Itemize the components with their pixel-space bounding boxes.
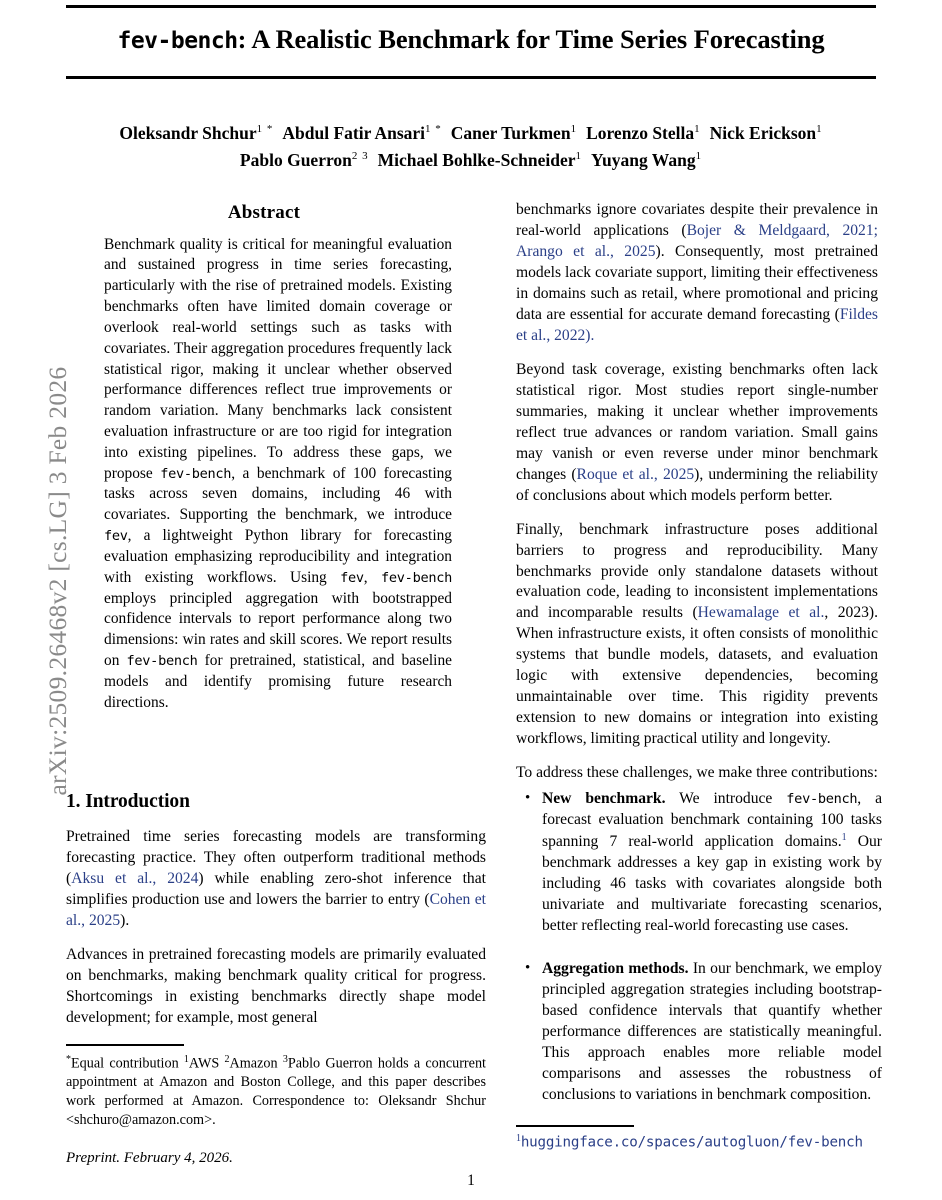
bullet-part: In our benchmark, we employ principled aggregation strategies including bootstrap-based confidence intervals that quantify whether performance differences are statistically meaningful. This approach enables more reliable model comparisons and assesses the robustness of conclusions to variations in benchmark composition. [542,959,882,1103]
paragraph-part: , 2021; [826,221,878,239]
footnote-marker-star: * [66,1053,71,1065]
introduction-paragraph-1 [66,827,486,932]
footnote-url-text: huggingface.co/spaces/autogluon/fev-bench [520,1134,863,1151]
abstract-text-part: , [363,568,382,586]
footnote-divider [66,1044,184,1046]
author-affiliation-marker: 1 * [256,123,274,136]
introduction-section [66,789,486,1029]
footnote-block-left [66,1044,486,1167]
author-line-1 [66,120,876,147]
citation-link[interactable]: Arango et al., 2025 [516,242,656,260]
contributions-list [516,789,882,1128]
author-name: Oleksandr Shchur [119,123,257,143]
right-paragraph-1 [516,200,878,347]
abstract-text [104,235,452,714]
inline-code-fev-bench: fev-bench [126,653,198,670]
abstract-text-part: , a lightweight Python library for forecasting evaluation emphasizing reproducibility and integration with existing workflows. Using [104,527,452,586]
list-item [542,959,882,1106]
author-list [66,120,876,173]
abstract-text-part: , a benchmark of 100 forecasting tasks across seven domains, including 46 with covariates. Supporting the benchmark, we introduce [104,464,452,524]
bullet-title: New benchmark. [542,790,666,807]
paragraph-part: ) while enabling zero-shot inference that simplifies production use and lowers the barrier to entry ( [66,870,486,909]
paragraph-part: , 2023). When infrastructure exists, it often consists of monolithic systems that bundle models, datasets, and evaluation logic with extensive dependencies, becoming unmaintainable over time. This rigidity prevents extension to new domains or integration into existing workflows, limiting practical utility and longevity. [516,604,879,748]
inline-code-fev-bench: fev-bench [786,791,858,807]
header-rule-under-title [66,76,876,79]
arxiv-stamp: arXiv:2509.26468v2 [cs.LG] 3 Feb 2026 [43,366,72,796]
footnote-part: Equal contribution [71,1055,184,1072]
preprint-notice: Preprint. February 4, 2026. [66,1149,233,1166]
paragraph-part: Pretrained time series forecasting models are transforming forecasting practice. They often outperform traditional methods ( [66,828,486,888]
footnote-marker-1[interactable]: 1 [841,831,847,843]
paragraph-part: ), undermining the reliability of conclusions about which models perform better. [516,465,878,504]
bullet-part: Our benchmark addresses a key gap in existing work by including 46 tasks with covariates alongside both univariate and multivariate forecasting scenarios, better reflecting real-world forecasting use cases. [542,833,882,934]
footnote-marker-2: 2 [224,1053,230,1065]
footnote-part: AWS [188,1055,225,1072]
abstract-heading: Abstract [227,202,301,223]
bullet-part: We introduce [665,790,787,807]
title-rest: : A Realistic Benchmark for Time Series Forecasting [237,24,825,54]
footnote-part: Pablo Guerron holds a concurrent appointment at Amazon and Boston College, and this paper describes work performed at Amazon. Correspondence to: Oleksandr Shchur <shchuro@amazon.com>. [66,1055,486,1128]
author-name: Michael Bohlke-Schneider [377,149,576,170]
inline-code-fev-bench: fev-bench [381,569,452,586]
abstract-section [66,200,462,714]
inline-code-fev: fev [340,569,364,586]
right-paragraph-2 [516,360,878,507]
author-affiliation-marker: 1 [695,149,703,162]
page-title [66,24,876,54]
citation-link[interactable]: Aksu et al., 2024 [71,870,199,888]
footnote-text [66,1053,486,1130]
paragraph-part: benchmarks ignore covariates despite their prevalence in real-world applications ( [516,201,878,239]
paragraph-part: ). [120,912,130,930]
footnote-marker-1: 1 [516,1132,521,1144]
paragraph-part: ). Consequently, most pretrained models lack covariate support, limiting their effectiveness in domains such as retail, where promotional and pricing data are essential for accurate demand forecasting ( [516,242,879,323]
title-mono-prefix: fev-bench [117,28,238,54]
bullet-title: Aggregation methods. [542,959,689,977]
paragraph-part: Finally, benchmark infrastructure poses additional barriers to progress and reproducibility. Many benchmarks provide only standalone datasets without evaluation code, leading to inconsistent implementations and incomparable results ( [516,520,878,622]
citation-link[interactable]: Roque et al., [576,465,658,483]
footnote-url[interactable] [516,1133,896,1151]
citation-link[interactable]: 2025 [662,465,695,483]
abstract-text-part: Benchmark quality is critical for meaningful evaluation and sustained progress in time series forecasting, particularly with the rise of pretrained models. Existing benchmarks often have limited domain coverage or overlook real-world settings such as tasks with covariates. Their aggregation procedures frequently lack statistical rigor, making it unclear whether observed performance differences reflect true improvements or random variation. Many benchmarks lack consistent evaluation infrastructure or are too rigid for integration into existing pipelines. To address these gaps, we propose [104,235,452,482]
author-name: Yuyang Wang [591,149,696,170]
right-paragraph-3 [516,520,878,751]
footnote-marker-3: 3 [282,1053,288,1065]
bullet-part: , a forecast evaluation benchmark containing 100 tasks spanning 7 real-world application domains. [542,790,883,851]
author-affiliation-marker: 1 [575,149,582,162]
author-affiliation-marker: 1 [816,123,823,136]
inline-code-fev: fev [104,528,128,545]
right-paragraph-4: To address these challenges, we make three contributions: [516,764,878,782]
right-column-body [516,200,878,784]
footnote-marker-1: 1 [183,1053,189,1065]
header-rule-top [66,5,876,8]
author-affiliation-marker: 1 [694,123,701,136]
introduction-paragraph-2: Advances in pretrained forecasting models are primarily evaluated on benchmarks, making benchmark quality critical for progress. Shortcomings in existing benchmarks directly shape model development; for example, most general [66,946,486,1026]
author-affiliation-marker: 1 [570,123,578,136]
footnote-part: Amazon [229,1055,283,1072]
page-number: 1 [467,1172,475,1189]
author-affiliation-marker: 2 3 [351,149,369,162]
author-name: Nick Erickson [709,123,817,143]
paragraph-part: Beyond task coverage, existing benchmarks often lack statistical rigor. Most studies report single-number summaries, making it unclear whether improvements reflect true advances or random variation. Small gains may vanish or even reverse under minor benchmark changes ( [516,360,878,483]
author-line-2 [66,147,876,174]
section-heading-introduction: 1. Introduction [66,791,190,812]
citation-link[interactable]: Fildes et al. [516,305,878,344]
citation-link[interactable]: Bojer & Meldgaard [686,221,827,239]
footnote-divider [516,1125,634,1127]
inline-code-fev-bench: fev-bench [160,465,232,482]
author-name: Pablo Guerron [239,149,352,170]
author-name: Lorenzo Stella [586,123,695,143]
abstract-text-part: for pretrained, statistical, and baseline models and identify promising future research directions. [104,652,452,711]
abstract-text-part: employs principled aggregation with bootstrapped confidence intervals to report performance along two dimensions: win rates and skill scores. We report results on [104,589,452,670]
list-item [542,789,882,937]
author-name: Abdul Fatir Ansari [282,123,426,143]
paragraph-part: , 2022). [546,326,595,344]
author-name: Caner Turkmen [450,123,571,143]
citation-link[interactable]: Cohen et al., 2025 [66,891,486,930]
footnote-block-right [516,1125,896,1150]
citation-link[interactable]: Hewamalage et al. [697,604,825,622]
author-affiliation-marker: 1 * [425,123,442,136]
